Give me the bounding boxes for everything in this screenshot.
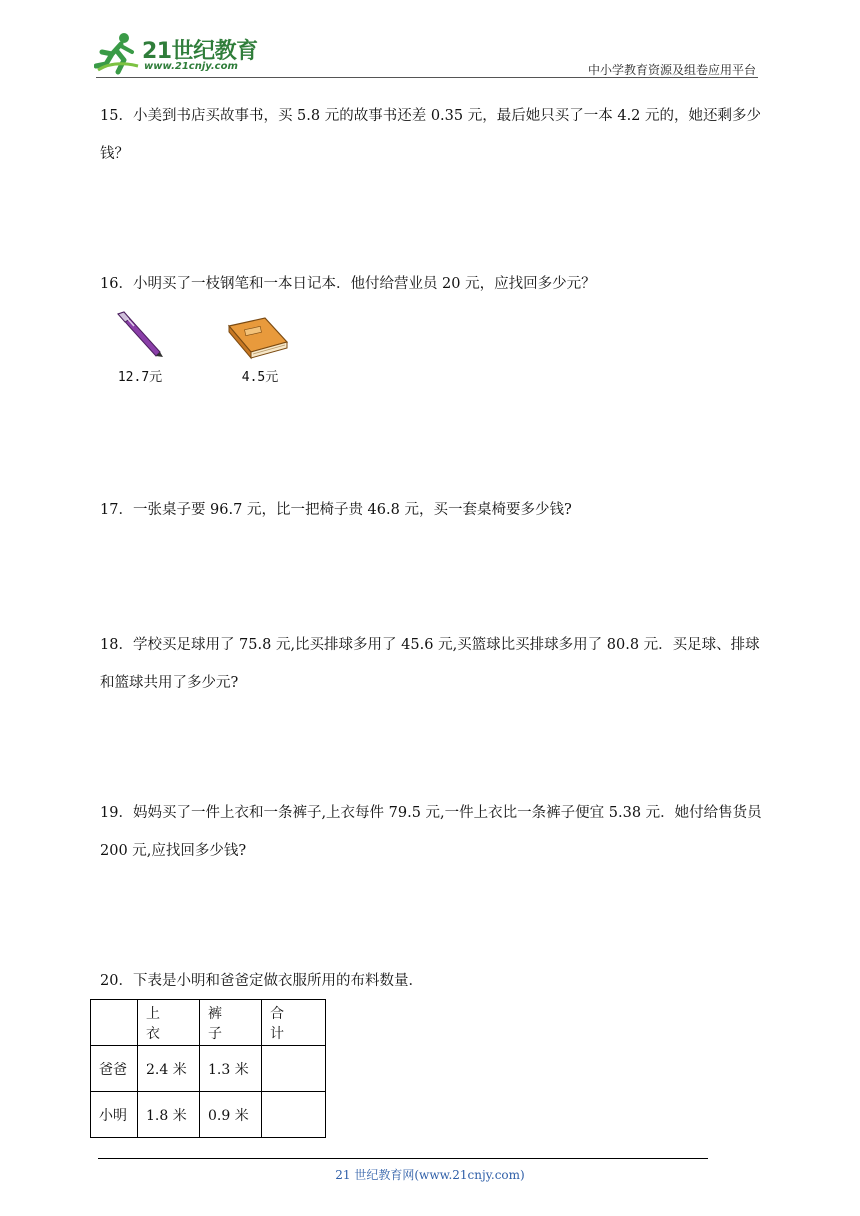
table-cell: 1.3 米	[200, 1046, 262, 1092]
table-header-cell: 合计	[262, 1000, 326, 1046]
table-header-cell: 上衣	[138, 1000, 200, 1046]
question-15: 15．小美到书店买故事书，买 5.8 元的故事书还差 0.35 元，最后她只买了一本 4.2 元的，她还剩多少钱？	[100, 108, 762, 162]
footer-text: 21 世纪教育网(www.21cnjy.com)	[335, 1168, 525, 1182]
table-cell	[262, 1092, 326, 1138]
table-cell: 0.9 米	[200, 1092, 262, 1138]
table-cell: 小明	[91, 1092, 138, 1138]
table-row	[91, 1092, 326, 1138]
table-cell: 爸爸	[91, 1046, 138, 1092]
pen-item	[100, 310, 180, 390]
footer-divider	[98, 1158, 708, 1159]
pen-icon	[110, 310, 170, 360]
table-header-cell: 裤子	[200, 1000, 262, 1046]
logo-text: 21世纪教育	[142, 39, 258, 64]
table-header-row	[91, 1000, 326, 1046]
table-cell	[262, 1046, 326, 1092]
question-16-items	[100, 310, 400, 390]
question-18: 18．学校买足球用了 75.8 元,比买排球多用了 45.6 元,买篮球比买排球多用了 80.8 元．买足球、排球和篮球共用了多少元?	[100, 637, 760, 691]
question-20: 20．下表是小明和爸爸定做衣服所用的布料数量．	[100, 973, 423, 989]
pen-price: 12.7元	[117, 370, 163, 385]
fabric-table	[90, 999, 326, 1138]
question-17: 17．一张桌子要 96.7 元，比一把椅子贵 46.8 元，买一套桌椅要多少钱?	[100, 502, 572, 518]
question-16: 16．小明买了一枝钢笔和一本日记本．他付给营业员 20 元，应找回多少元？	[100, 276, 596, 292]
logo-subtext: www.21cnjy.com	[144, 61, 238, 72]
question-19: 19．妈妈买了一件上衣和一条裤子,上衣每件 79.5 元,一件上衣比一条裤子便宜 5.38 元．她付给售货员 200 元,应找回多少钱?	[100, 805, 762, 859]
notebook-item	[220, 310, 300, 390]
notebook-price: 4.5元	[241, 370, 279, 385]
page-header	[0, 0, 860, 80]
header-divider	[96, 77, 758, 78]
table-cell: 1.8 米	[138, 1092, 200, 1138]
table-header-cell	[91, 1000, 138, 1046]
runner-logo-icon	[94, 30, 142, 76]
platform-title: 中小学教育资源及组卷应用平台	[587, 63, 756, 77]
site-logo	[94, 30, 264, 80]
notebook-icon	[225, 316, 291, 362]
table-row	[91, 1046, 326, 1092]
table-cell: 2.4 米	[138, 1046, 200, 1092]
